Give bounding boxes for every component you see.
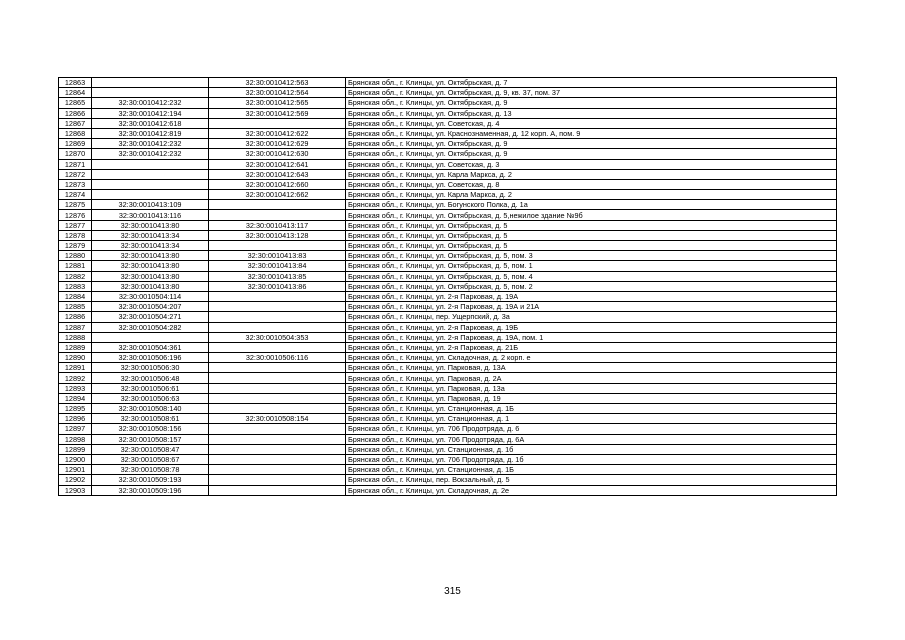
object-number-cell	[209, 200, 346, 210]
object-number-cell	[209, 434, 346, 444]
address-cell: Брянская обл., г. Клинцы, ул. Парковая, д. 13а	[346, 383, 837, 393]
page-number: 315	[444, 586, 461, 597]
object-number-cell: 32:30:0010412:660	[209, 179, 346, 189]
address-cell: Брянская обл., г. Клинцы, ул. Октябрьская, д. 9	[346, 139, 837, 149]
table-row	[59, 414, 837, 424]
object-number-cell: 32:30:0010412:569	[209, 108, 346, 118]
row-number-cell: 12895	[59, 404, 92, 414]
row-number-cell: 12891	[59, 363, 92, 373]
table-row	[59, 373, 837, 383]
object-number-cell	[209, 118, 346, 128]
registry-table-body	[59, 78, 837, 496]
row-number-cell: 12875	[59, 200, 92, 210]
parcel-number-cell: 32:30:0010508:67	[92, 454, 209, 464]
parcel-number-cell: 32:30:0010413:80	[92, 251, 209, 261]
table-row	[59, 118, 837, 128]
parcel-number-cell: 32:30:0010508:140	[92, 404, 209, 414]
row-number-cell: 12869	[59, 139, 92, 149]
parcel-number-cell	[92, 169, 209, 179]
object-number-cell: 32:30:0010412:662	[209, 190, 346, 200]
table-row	[59, 108, 837, 118]
table-row	[59, 261, 837, 271]
object-number-cell	[209, 444, 346, 454]
address-cell: Брянская обл., г. Клинцы, ул. Станционная, д. 1Б	[346, 404, 837, 414]
parcel-number-cell: 32:30:0010412:618	[92, 118, 209, 128]
parcel-number-cell	[92, 179, 209, 189]
parcel-number-cell	[92, 88, 209, 98]
parcel-number-cell: 32:30:0010413:34	[92, 241, 209, 251]
table-row	[59, 98, 837, 108]
table-row	[59, 434, 837, 444]
row-number-cell: 12898	[59, 434, 92, 444]
address-cell: Брянская обл., г. Клинцы, ул. Советская, д. 3	[346, 159, 837, 169]
address-cell: Брянская обл., г. Клинцы, ул. Карла Маркса, д. 2	[346, 190, 837, 200]
object-number-cell	[209, 393, 346, 403]
table-row	[59, 251, 837, 261]
table-row	[59, 454, 837, 464]
address-cell: Брянская обл., г. Клинцы, ул. 2-я Парковая, д. 19Б	[346, 322, 837, 332]
row-number-cell: 12863	[59, 78, 92, 88]
table-row	[59, 78, 837, 88]
table-row	[59, 271, 837, 281]
row-number-cell: 12902	[59, 475, 92, 485]
table-row	[59, 332, 837, 342]
parcel-number-cell: 32:30:0010506:196	[92, 353, 209, 363]
table-row	[59, 302, 837, 312]
row-number-cell: 12872	[59, 169, 92, 179]
address-cell: Брянская обл., г. Клинцы, пер. Вокзальный, д. 5	[346, 475, 837, 485]
parcel-number-cell: 32:30:0010506:48	[92, 373, 209, 383]
parcel-number-cell: 32:30:0010506:61	[92, 383, 209, 393]
object-number-cell	[209, 322, 346, 332]
row-number-cell: 12900	[59, 454, 92, 464]
table-row	[59, 291, 837, 301]
row-number-cell: 12879	[59, 241, 92, 251]
address-cell: Брянская обл., г. Клинцы, ул. Складочная, д. 2е	[346, 485, 837, 495]
address-cell: Брянская обл., г. Клинцы, ул. Советская, д. 4	[346, 118, 837, 128]
object-number-cell	[209, 475, 346, 485]
row-number-cell: 12874	[59, 190, 92, 200]
row-number-cell: 12885	[59, 302, 92, 312]
parcel-number-cell: 32:30:0010412:819	[92, 128, 209, 138]
parcel-number-cell: 32:30:0010413:80	[92, 220, 209, 230]
object-number-cell	[209, 383, 346, 393]
address-cell: Брянская обл., г. Клинцы, ул. Октябрьская, д. 13	[346, 108, 837, 118]
table-row	[59, 200, 837, 210]
address-cell: Брянская обл., г. Клинцы, ул. 2-я Парковая, д. 19А и 21А	[346, 302, 837, 312]
object-number-cell	[209, 291, 346, 301]
table-row	[59, 424, 837, 434]
parcel-number-cell: 32:30:0010412:194	[92, 108, 209, 118]
table-row	[59, 485, 837, 495]
address-cell: Брянская обл., г. Клинцы, ул. Октябрьская, д. 9	[346, 149, 837, 159]
row-number-cell: 12899	[59, 444, 92, 454]
parcel-number-cell: 32:30:0010504:207	[92, 302, 209, 312]
row-number-cell: 12883	[59, 281, 92, 291]
parcel-number-cell: 32:30:0010506:30	[92, 363, 209, 373]
table-row	[59, 465, 837, 475]
parcel-number-cell	[92, 159, 209, 169]
table-row	[59, 393, 837, 403]
parcel-number-cell: 32:30:0010509:196	[92, 485, 209, 495]
row-number-cell: 12878	[59, 230, 92, 240]
address-cell: Брянская обл., г. Клинцы, ул. 2-я Парковая, д. 19А	[346, 291, 837, 301]
address-cell: Брянская обл., г. Клинцы, ул. 706 Продотряда, д. 6А	[346, 434, 837, 444]
address-cell: Брянская обл., г. Клинцы, ул. Станционная, д. 1Б	[346, 465, 837, 475]
address-cell: Брянская обл., г. Клинцы, ул. Октябрьская, д. 9, кв. 37, пом. 37	[346, 88, 837, 98]
parcel-number-cell: 32:30:0010509:193	[92, 475, 209, 485]
parcel-number-cell: 32:30:0010413:109	[92, 200, 209, 210]
table-row	[59, 230, 837, 240]
parcel-number-cell: 32:30:0010508:47	[92, 444, 209, 454]
address-cell: Брянская обл., г. Клинцы, пер. Ущерпский, д. 3а	[346, 312, 837, 322]
parcel-number-cell: 32:30:0010413:80	[92, 271, 209, 281]
parcel-number-cell: 32:30:0010508:156	[92, 424, 209, 434]
object-number-cell: 32:30:0010413:85	[209, 271, 346, 281]
row-number-cell: 12868	[59, 128, 92, 138]
object-number-cell	[209, 454, 346, 464]
table-row	[59, 220, 837, 230]
table-row	[59, 444, 837, 454]
address-cell: Брянская обл., г. Клинцы, ул. Октябрьская, д. 7	[346, 78, 837, 88]
object-number-cell	[209, 373, 346, 383]
parcel-number-cell	[92, 190, 209, 200]
object-number-cell: 32:30:0010413:83	[209, 251, 346, 261]
parcel-number-cell: 32:30:0010506:63	[92, 393, 209, 403]
address-cell: Брянская обл., г. Клинцы, ул. Краснознаменная, д. 12 корп. А, пом. 9	[346, 128, 837, 138]
row-number-cell: 12903	[59, 485, 92, 495]
address-cell: Брянская обл., г. Клинцы, ул. Октябрьская, д. 5, пом. 1	[346, 261, 837, 271]
row-number-cell: 12871	[59, 159, 92, 169]
table-row	[59, 169, 837, 179]
parcel-number-cell: 32:30:0010508:78	[92, 465, 209, 475]
address-cell: Брянская обл., г. Клинцы, ул. 706 Продотряда, д. 6	[346, 424, 837, 434]
object-number-cell: 32:30:0010412:622	[209, 128, 346, 138]
address-cell: Брянская обл., г. Клинцы, ул. Октябрьская, д. 5, пом. 2	[346, 281, 837, 291]
parcel-number-cell: 32:30:0010504:361	[92, 342, 209, 352]
object-number-cell: 32:30:0010412:641	[209, 159, 346, 169]
row-number-cell: 12887	[59, 322, 92, 332]
parcel-number-cell: 32:30:0010413:116	[92, 210, 209, 220]
object-number-cell: 32:30:0010412:643	[209, 169, 346, 179]
row-number-cell: 12894	[59, 393, 92, 403]
object-number-cell: 32:30:0010413:128	[209, 230, 346, 240]
address-cell: Брянская обл., г. Клинцы, ул. Октябрьская, д. 5, пом. 3	[346, 251, 837, 261]
table-row	[59, 149, 837, 159]
row-number-cell: 12886	[59, 312, 92, 322]
address-cell: Брянская обл., г. Клинцы, ул. Советская, д. 8	[346, 179, 837, 189]
address-cell: Брянская обл., г. Клинцы, ул. Складочная, д. 2 корп. е	[346, 353, 837, 363]
parcel-number-cell: 32:30:0010413:80	[92, 281, 209, 291]
table-row	[59, 210, 837, 220]
object-number-cell	[209, 210, 346, 220]
table-row	[59, 159, 837, 169]
parcel-number-cell	[92, 78, 209, 88]
table-row	[59, 342, 837, 352]
table-row	[59, 322, 837, 332]
table-row	[59, 475, 837, 485]
address-cell: Брянская обл., г. Клинцы, ул. 2-я Парковая, д. 21Б	[346, 342, 837, 352]
row-number-cell: 12864	[59, 88, 92, 98]
row-number-cell: 12867	[59, 118, 92, 128]
row-number-cell: 12892	[59, 373, 92, 383]
object-number-cell: 32:30:0010506:116	[209, 353, 346, 363]
object-number-cell	[209, 302, 346, 312]
row-number-cell: 12865	[59, 98, 92, 108]
address-cell: Брянская обл., г. Клинцы, ул. Парковая, д. 2А	[346, 373, 837, 383]
row-number-cell: 12889	[59, 342, 92, 352]
row-number-cell: 12890	[59, 353, 92, 363]
parcel-number-cell: 32:30:0010508:157	[92, 434, 209, 444]
table-row	[59, 404, 837, 414]
object-number-cell	[209, 465, 346, 475]
object-number-cell	[209, 363, 346, 373]
address-cell: Брянская обл., г. Клинцы, ул. 2-я Парковая, д. 19А, пом. 1	[346, 332, 837, 342]
parcel-number-cell: 32:30:0010412:232	[92, 149, 209, 159]
table-row	[59, 363, 837, 373]
row-number-cell: 12896	[59, 414, 92, 424]
row-number-cell: 12876	[59, 210, 92, 220]
registry-table	[58, 77, 837, 496]
object-number-cell: 32:30:0010412:630	[209, 149, 346, 159]
address-cell: Брянская обл., г. Клинцы, ул. Парковая, д. 19	[346, 393, 837, 403]
parcel-number-cell	[92, 332, 209, 342]
object-number-cell: 32:30:0010413:84	[209, 261, 346, 271]
object-number-cell: 32:30:0010413:117	[209, 220, 346, 230]
row-number-cell: 12870	[59, 149, 92, 159]
table-row	[59, 353, 837, 363]
address-cell: Брянская обл., г. Клинцы, ул. Октябрьская, д. 5	[346, 241, 837, 251]
object-number-cell	[209, 342, 346, 352]
row-number-cell: 12884	[59, 291, 92, 301]
address-cell: Брянская обл., г. Клинцы, ул. 706 Продотряда, д. 1б	[346, 454, 837, 464]
address-cell: Брянская обл., г. Клинцы, ул. Октябрьская, д. 5,нежилое здание №9б	[346, 210, 837, 220]
row-number-cell: 12901	[59, 465, 92, 475]
row-number-cell: 12866	[59, 108, 92, 118]
table-row	[59, 281, 837, 291]
address-cell: Брянская обл., г. Клинцы, ул. Октябрьская, д. 5, пом. 4	[346, 271, 837, 281]
address-cell: Брянская обл., г. Клинцы, ул. Парковая, д. 13А	[346, 363, 837, 373]
address-cell: Брянская обл., г. Клинцы, ул. Станционная, д. 1б	[346, 444, 837, 454]
row-number-cell: 12880	[59, 251, 92, 261]
table-row	[59, 179, 837, 189]
object-number-cell: 32:30:0010412:629	[209, 139, 346, 149]
object-number-cell	[209, 404, 346, 414]
address-cell: Брянская обл., г. Клинцы, ул. Богунского Полка, д. 1а	[346, 200, 837, 210]
row-number-cell: 12873	[59, 179, 92, 189]
object-number-cell: 32:30:0010412:563	[209, 78, 346, 88]
object-number-cell	[209, 485, 346, 495]
table-row	[59, 312, 837, 322]
object-number-cell	[209, 424, 346, 434]
object-number-cell: 32:30:0010412:565	[209, 98, 346, 108]
row-number-cell: 12897	[59, 424, 92, 434]
parcel-number-cell: 32:30:0010412:232	[92, 98, 209, 108]
row-number-cell: 12888	[59, 332, 92, 342]
object-number-cell: 32:30:0010413:86	[209, 281, 346, 291]
table-row	[59, 190, 837, 200]
object-number-cell: 32:30:0010412:564	[209, 88, 346, 98]
parcel-number-cell: 32:30:0010413:80	[92, 261, 209, 271]
object-number-cell: 32:30:0010508:154	[209, 414, 346, 424]
object-number-cell: 32:30:0010504:353	[209, 332, 346, 342]
object-number-cell	[209, 312, 346, 322]
address-cell: Брянская обл., г. Клинцы, ул. Станционная, д. 1	[346, 414, 837, 424]
row-number-cell: 12882	[59, 271, 92, 281]
table-row	[59, 88, 837, 98]
parcel-number-cell: 32:30:0010504:114	[92, 291, 209, 301]
parcel-number-cell: 32:30:0010413:34	[92, 230, 209, 240]
table-row	[59, 128, 837, 138]
row-number-cell: 12877	[59, 220, 92, 230]
object-number-cell	[209, 241, 346, 251]
row-number-cell: 12893	[59, 383, 92, 393]
table-row	[59, 241, 837, 251]
parcel-number-cell: 32:30:0010508:61	[92, 414, 209, 424]
row-number-cell: 12881	[59, 261, 92, 271]
parcel-number-cell: 32:30:0010504:282	[92, 322, 209, 332]
address-cell: Брянская обл., г. Клинцы, ул. Октябрьская, д. 5	[346, 230, 837, 240]
address-cell: Брянская обл., г. Клинцы, ул. Карла Маркса, д. 2	[346, 169, 837, 179]
address-cell: Брянская обл., г. Клинцы, ул. Октябрьская, д. 9	[346, 98, 837, 108]
address-cell: Брянская обл., г. Клинцы, ул. Октябрьская, д. 5	[346, 220, 837, 230]
table-row	[59, 139, 837, 149]
parcel-number-cell: 32:30:0010412:232	[92, 139, 209, 149]
table-row	[59, 383, 837, 393]
parcel-number-cell: 32:30:0010504:271	[92, 312, 209, 322]
